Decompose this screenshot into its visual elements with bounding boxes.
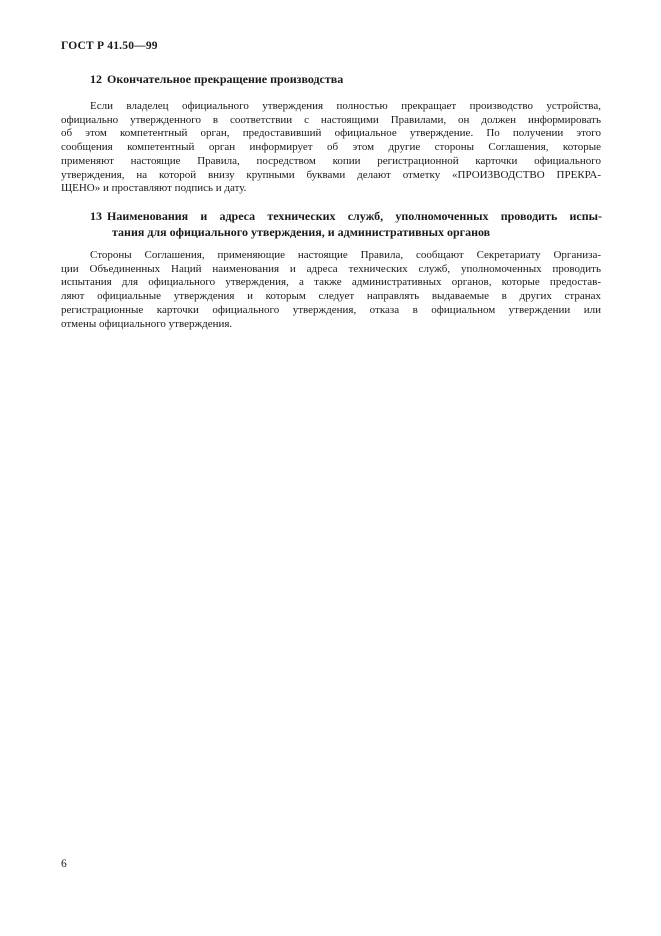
paragraph-line: Если владелец официального утверждения полностью прекращает производство устройства, (90, 100, 601, 112)
section-13-paragraph (61, 249, 601, 331)
paragraph-line: отмены официального утверждения. (61, 317, 233, 330)
paragraph-line: сообщения компетентный орган информирует об этом другие стороны Соглашения, которые (61, 141, 601, 154)
section-title-text: Окончательное прекращение производства (107, 72, 344, 86)
section-number: 12 (90, 72, 102, 86)
section-number: 13 (90, 209, 102, 223)
paragraph-line: Стороны Соглашения, применяющие настоящие Правила, сообщают Секретариату Организа- (90, 249, 601, 261)
document-code-header: ГОСТ Р 41.50—99 (61, 40, 158, 52)
page-number: 6 (61, 858, 67, 870)
section-title-line (90, 208, 602, 224)
paragraph-line: ции Объединенных Наций наименования и адреса технических служб, уполномоченных проводить (61, 262, 601, 275)
paragraph-line: регистрационные карточки официального утверждения, отказа в официальном утверждении или (61, 303, 601, 316)
section-12-paragraph (61, 100, 601, 196)
paragraph-line: официально утвержденного в соответствии с настоящими Правилами, он должен информировать (61, 113, 601, 126)
section-title-line: тания для официального утверждения, и административных органов (112, 225, 491, 239)
paragraph-line: испытания для официального утверждения, а также административных органов, которые предостав- (61, 276, 601, 289)
section-13-heading (90, 208, 602, 240)
section-12-heading (90, 71, 602, 87)
paragraph-line: применяют настоящие Правила, посредством копии регистрационной карточки официального (61, 154, 601, 167)
paragraph-line: утверждения, на которой внизу крупными буквами делают отметку «ПРОИЗВОДСТВО ПРЕКРА- (61, 168, 601, 181)
paragraph-line: ЩЕНО» и проставляют подпись и дату. (61, 182, 247, 195)
paragraph-line: ляют официальные утверждения и которым следует направлять выдаваемые в других странах (61, 290, 601, 303)
paragraph-line: об этом компетентный орган, предоставивший официальное утверждение. По получении этого (61, 127, 601, 140)
section-title-text: Наименования и адреса технических служб, уполномоченных проводить испы- (107, 209, 602, 223)
